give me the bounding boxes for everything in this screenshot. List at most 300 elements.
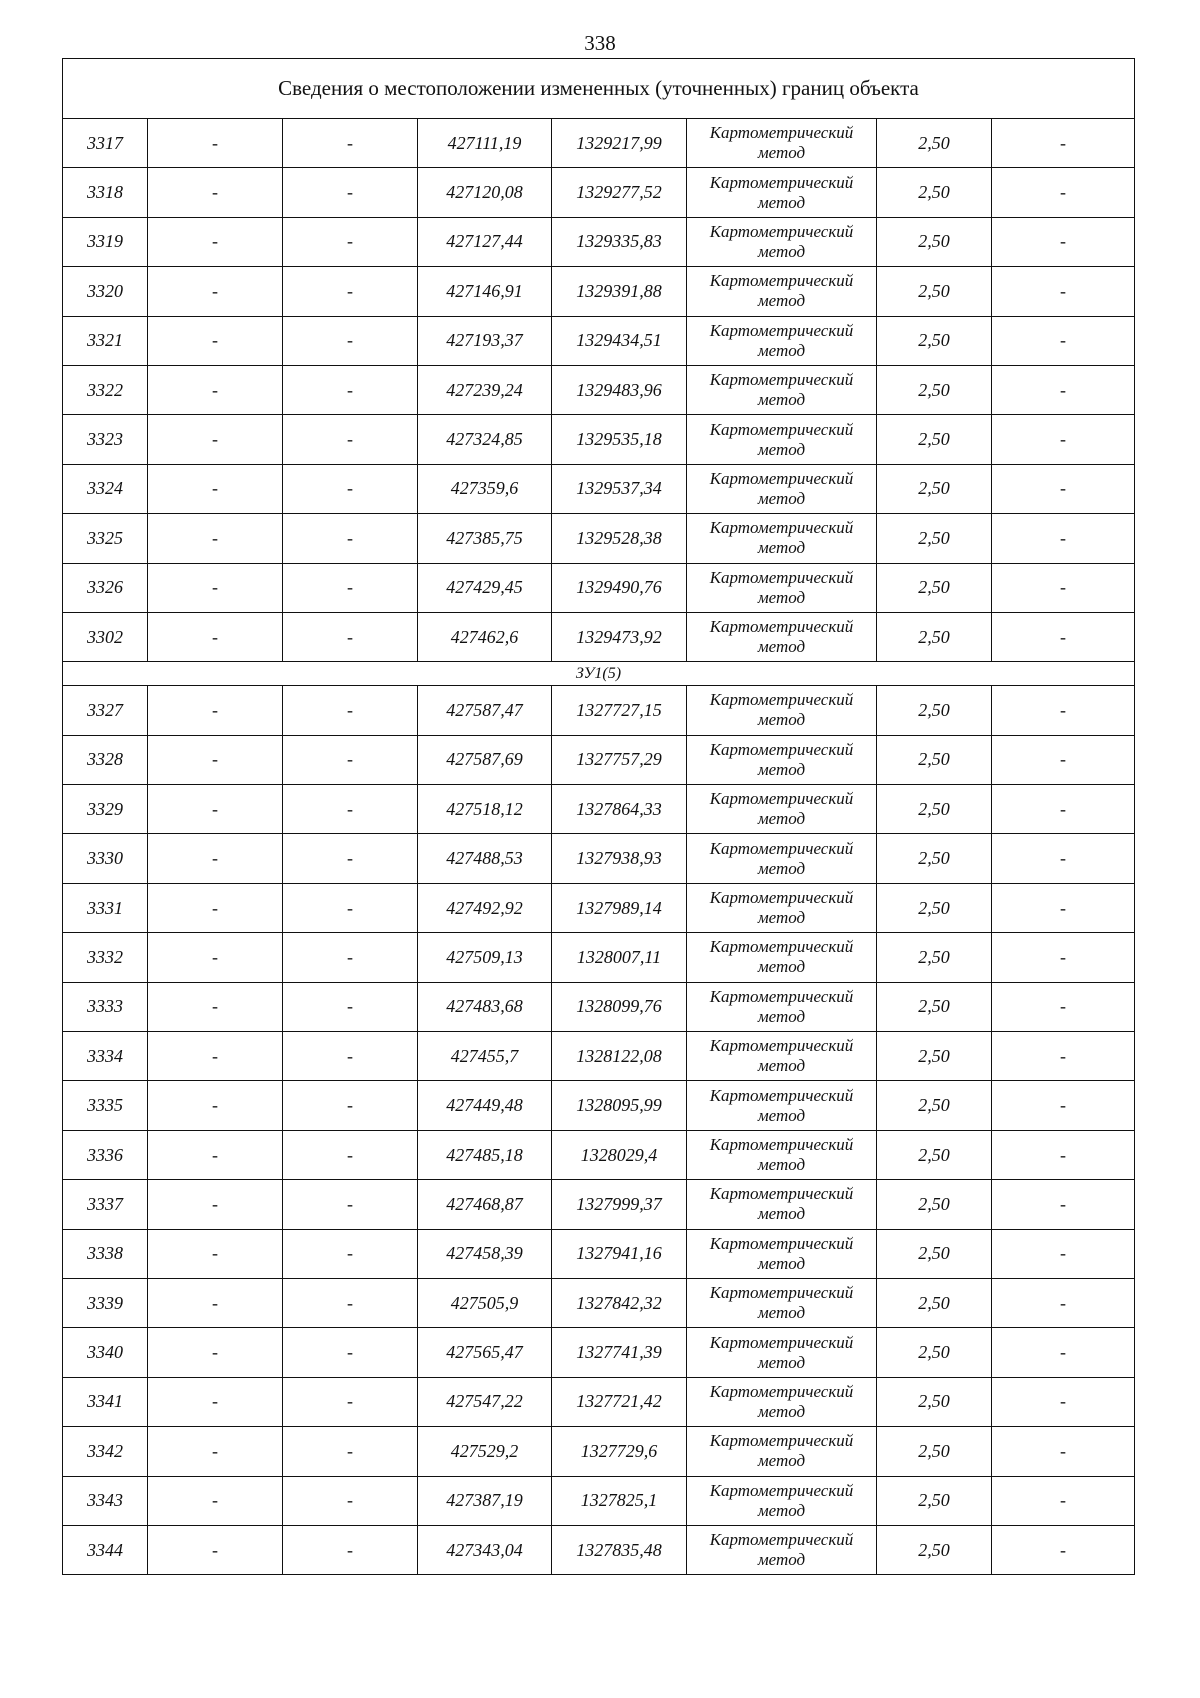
old-y-cell: - xyxy=(283,168,418,217)
old-x-cell: - xyxy=(148,1229,283,1278)
accuracy-cell: 2,50 xyxy=(877,982,992,1031)
accuracy-cell: 2,50 xyxy=(877,1525,992,1574)
table-row xyxy=(63,1081,1135,1130)
method-cell xyxy=(687,1278,877,1327)
method-cell xyxy=(687,267,877,316)
old-y-cell: - xyxy=(283,119,418,168)
table-row xyxy=(63,686,1135,735)
point-number-cell: 3319 xyxy=(63,217,148,266)
x-coordinate-cell: 427468,87 xyxy=(418,1180,552,1229)
x-coordinate-cell: 427488,53 xyxy=(418,834,552,883)
method-line-1: Картометрический xyxy=(709,1135,854,1154)
old-x-cell: - xyxy=(148,168,283,217)
old-x-cell: - xyxy=(148,735,283,784)
x-coordinate-cell: 427146,91 xyxy=(418,267,552,316)
old-x-cell: - xyxy=(148,514,283,563)
method-cell xyxy=(687,1525,877,1574)
accuracy-cell: 2,50 xyxy=(877,1130,992,1179)
point-number-cell: 3341 xyxy=(63,1377,148,1426)
description-cell: - xyxy=(992,1081,1135,1130)
method-line-2: метод xyxy=(757,1155,806,1174)
page-number: 338 xyxy=(584,31,616,55)
old-y-cell: - xyxy=(283,735,418,784)
old-x-cell: - xyxy=(148,686,283,735)
old-x-cell: - xyxy=(148,883,283,932)
old-y-cell: - xyxy=(283,785,418,834)
point-number-cell: 3342 xyxy=(63,1427,148,1476)
old-x-cell: - xyxy=(148,1377,283,1426)
old-y-cell: - xyxy=(283,612,418,661)
section-row xyxy=(63,662,1135,686)
method-line-1: Картометрический xyxy=(709,690,854,710)
old-x-cell: - xyxy=(148,1180,283,1229)
method-cell xyxy=(687,1328,877,1377)
point-number-cell: 3321 xyxy=(63,316,148,365)
description-cell: - xyxy=(992,1427,1135,1476)
y-coordinate-cell: 1329335,83 xyxy=(552,217,687,266)
method-line-2: метод xyxy=(757,1105,806,1125)
old-y-cell: - xyxy=(283,1328,418,1377)
accuracy-cell: 2,50 xyxy=(877,735,992,784)
method-line-2: метод xyxy=(757,1204,806,1224)
table-row xyxy=(63,1377,1135,1426)
method-line-2: метод xyxy=(757,192,806,212)
table-title-row xyxy=(63,59,1135,119)
x-coordinate-cell: 427565,47 xyxy=(418,1328,552,1377)
table-row xyxy=(63,982,1135,1031)
old-y-cell: - xyxy=(283,464,418,513)
method-line-1: Картометрический xyxy=(709,1036,854,1056)
description-cell: - xyxy=(992,612,1135,661)
point-number-cell: 3320 xyxy=(63,267,148,316)
method-line-2: метод xyxy=(757,1056,806,1076)
x-coordinate-cell: 427455,7 xyxy=(418,1032,552,1081)
table-row xyxy=(63,1525,1135,1574)
method-line-1: Картометрический xyxy=(709,221,854,241)
method-line-2: метод xyxy=(757,1352,806,1372)
accuracy-cell: 2,50 xyxy=(877,686,992,735)
point-number-cell: 3329 xyxy=(63,785,148,834)
table-row xyxy=(63,1328,1135,1377)
description-cell: - xyxy=(992,1377,1135,1426)
y-coordinate-cell: 1329473,92 xyxy=(552,612,687,661)
x-coordinate-cell: 427449,48 xyxy=(418,1081,552,1130)
method-cell xyxy=(687,1229,877,1278)
y-coordinate-cell: 1327941,16 xyxy=(552,1229,687,1278)
y-coordinate-cell: 1329391,88 xyxy=(552,267,687,316)
y-coordinate-cell: 1327864,33 xyxy=(552,785,687,834)
accuracy-cell: 2,50 xyxy=(877,1180,992,1229)
method-cell xyxy=(687,982,877,1031)
point-number-cell: 3332 xyxy=(63,933,148,982)
description-cell: - xyxy=(992,1278,1135,1327)
old-y-cell: - xyxy=(283,1476,418,1525)
old-x-cell: - xyxy=(148,612,283,661)
method-cell xyxy=(687,686,877,735)
accuracy-cell: 2,50 xyxy=(877,563,992,612)
method-cell xyxy=(687,612,877,661)
accuracy-cell: 2,50 xyxy=(877,168,992,217)
table-row xyxy=(63,1278,1135,1327)
x-coordinate-cell: 427462,6 xyxy=(418,612,552,661)
accuracy-cell: 2,50 xyxy=(877,1377,992,1426)
method-line-1: Картометрический xyxy=(709,1480,854,1500)
description-cell: - xyxy=(992,464,1135,513)
method-line-1: Картометрический xyxy=(709,789,854,809)
point-number-cell: 3327 xyxy=(63,686,148,735)
method-cell xyxy=(687,883,877,932)
description-cell: - xyxy=(992,1525,1135,1574)
old-y-cell: - xyxy=(283,834,418,883)
method-cell xyxy=(687,1081,877,1130)
description-cell: - xyxy=(992,933,1135,982)
y-coordinate-cell: 1327729,6 xyxy=(552,1427,687,1476)
y-coordinate-cell: 1329277,52 xyxy=(552,168,687,217)
old-y-cell: - xyxy=(283,1180,418,1229)
old-y-cell: - xyxy=(283,514,418,563)
description-cell: - xyxy=(992,982,1135,1031)
old-y-cell: - xyxy=(283,1377,418,1426)
accuracy-cell: 2,50 xyxy=(877,1229,992,1278)
old-y-cell: - xyxy=(283,267,418,316)
point-number-cell: 3326 xyxy=(63,563,148,612)
description-cell: - xyxy=(992,316,1135,365)
method-cell xyxy=(687,1130,877,1179)
table-row xyxy=(63,119,1135,168)
method-line-1: Картометрический xyxy=(709,123,854,143)
old-y-cell: - xyxy=(283,1081,418,1130)
method-line-2: метод xyxy=(757,957,806,977)
method-cell xyxy=(687,1476,877,1525)
x-coordinate-cell: 427509,13 xyxy=(418,933,552,982)
x-coordinate-cell: 427193,37 xyxy=(418,316,552,365)
old-x-cell: - xyxy=(148,834,283,883)
old-x-cell: - xyxy=(148,316,283,365)
description-cell: - xyxy=(992,883,1135,932)
old-y-cell: - xyxy=(283,933,418,982)
old-x-cell: - xyxy=(148,1427,283,1476)
point-number-cell: 3335 xyxy=(63,1081,148,1130)
method-line-2: метод xyxy=(757,587,806,607)
method-line-2: метод xyxy=(757,858,806,878)
point-number-cell: 3317 xyxy=(63,119,148,168)
method-cell xyxy=(687,119,877,168)
y-coordinate-cell: 1329434,51 xyxy=(552,316,687,365)
method-line-1: Картометрический xyxy=(709,370,854,390)
accuracy-cell: 2,50 xyxy=(877,933,992,982)
method-line-1: Картометрический xyxy=(709,271,854,291)
method-line-1: Картометрический xyxy=(709,172,854,192)
method-cell xyxy=(687,834,877,883)
point-number-cell: 3318 xyxy=(63,168,148,217)
accuracy-cell: 2,50 xyxy=(877,316,992,365)
y-coordinate-cell: 1327835,48 xyxy=(552,1525,687,1574)
method-line-1: Картометрический xyxy=(709,1233,854,1253)
y-coordinate-cell: 1327999,37 xyxy=(552,1180,687,1229)
method-line-1: Картометрический xyxy=(709,419,854,439)
description-cell: - xyxy=(992,1130,1135,1179)
table-row xyxy=(63,1032,1135,1081)
old-y-cell: - xyxy=(283,1032,418,1081)
x-coordinate-cell: 427343,04 xyxy=(418,1525,552,1574)
method-line-2: метод xyxy=(757,908,806,928)
method-line-2: метод xyxy=(757,1303,806,1323)
table-row xyxy=(63,1130,1135,1179)
method-line-2: метод xyxy=(757,637,806,657)
table-row xyxy=(63,1476,1135,1525)
x-coordinate-cell: 427111,19 xyxy=(418,119,552,168)
old-x-cell: - xyxy=(148,933,283,982)
x-coordinate-cell: 427587,47 xyxy=(418,686,552,735)
description-cell: - xyxy=(992,217,1135,266)
x-coordinate-cell: 427127,44 xyxy=(418,217,552,266)
method-line-2: метод xyxy=(757,241,806,261)
old-x-cell: - xyxy=(148,1476,283,1525)
point-number-cell: 3337 xyxy=(63,1180,148,1229)
x-coordinate-cell: 427429,45 xyxy=(418,563,552,612)
description-cell: - xyxy=(992,415,1135,464)
table-row xyxy=(63,834,1135,883)
old-y-cell: - xyxy=(283,686,418,735)
method-line-2: метод xyxy=(757,488,806,508)
method-cell xyxy=(687,316,877,365)
x-coordinate-cell: 427529,2 xyxy=(418,1427,552,1476)
x-coordinate-cell: 427359,6 xyxy=(418,464,552,513)
method-line-2: метод xyxy=(757,143,806,163)
old-x-cell: - xyxy=(148,1328,283,1377)
method-line-2: метод xyxy=(757,809,806,829)
old-y-cell: - xyxy=(283,217,418,266)
method-cell xyxy=(687,563,877,612)
old-y-cell: - xyxy=(283,883,418,932)
description-cell: - xyxy=(992,563,1135,612)
accuracy-cell: 2,50 xyxy=(877,1476,992,1525)
point-number-cell: 3333 xyxy=(63,982,148,1031)
method-line-1: Картометрический xyxy=(709,468,854,488)
old-y-cell: - xyxy=(283,982,418,1031)
old-x-cell: - xyxy=(148,119,283,168)
old-x-cell: - xyxy=(148,1032,283,1081)
table-row xyxy=(63,883,1135,932)
x-coordinate-cell: 427239,24 xyxy=(418,365,552,414)
accuracy-cell: 2,50 xyxy=(877,217,992,266)
method-cell xyxy=(687,735,877,784)
point-number-cell: 3324 xyxy=(63,464,148,513)
x-coordinate-cell: 427547,22 xyxy=(418,1377,552,1426)
x-coordinate-cell: 427385,75 xyxy=(418,514,552,563)
x-coordinate-cell: 427483,68 xyxy=(418,982,552,1031)
x-coordinate-cell: 427492,92 xyxy=(418,883,552,932)
method-line-1: Картометрический xyxy=(709,518,854,538)
method-line-1: Картометрический xyxy=(709,1530,854,1550)
old-y-cell: - xyxy=(283,415,418,464)
old-x-cell: - xyxy=(148,415,283,464)
point-number-cell: 3331 xyxy=(63,883,148,932)
y-coordinate-cell: 1328007,11 xyxy=(552,933,687,982)
table-row xyxy=(63,168,1135,217)
method-cell xyxy=(687,785,877,834)
method-line-1: Картометрический xyxy=(709,1332,854,1352)
method-line-2: метод xyxy=(757,759,806,779)
accuracy-cell: 2,50 xyxy=(877,1328,992,1377)
method-cell xyxy=(687,415,877,464)
y-coordinate-cell: 1329528,38 xyxy=(552,514,687,563)
y-coordinate-cell: 1329490,76 xyxy=(552,563,687,612)
method-line-1: Картометрический xyxy=(709,1431,854,1451)
description-cell: - xyxy=(992,1229,1135,1278)
table-row xyxy=(63,464,1135,513)
method-line-2: метод xyxy=(757,538,806,558)
y-coordinate-cell: 1329217,99 xyxy=(552,119,687,168)
method-line-1: Картометрический xyxy=(709,617,854,637)
point-number-cell: 3325 xyxy=(63,514,148,563)
description-cell: - xyxy=(992,1328,1135,1377)
old-x-cell: - xyxy=(148,1278,283,1327)
old-x-cell: - xyxy=(148,464,283,513)
description-cell: - xyxy=(992,1032,1135,1081)
description-cell: - xyxy=(992,365,1135,414)
section-label: ЗУ1(5) xyxy=(63,662,1135,686)
table-row xyxy=(63,563,1135,612)
y-coordinate-cell: 1327825,1 xyxy=(552,1476,687,1525)
table-row xyxy=(63,735,1135,784)
point-number-cell: 3322 xyxy=(63,365,148,414)
method-cell xyxy=(687,168,877,217)
old-y-cell: - xyxy=(283,563,418,612)
x-coordinate-cell: 427458,39 xyxy=(418,1229,552,1278)
method-line-1: Картометрический xyxy=(709,567,854,587)
accuracy-cell: 2,50 xyxy=(877,1427,992,1476)
method-line-1: Картометрический xyxy=(709,1283,854,1303)
old-x-cell: - xyxy=(148,1081,283,1130)
point-number-cell: 3302 xyxy=(63,612,148,661)
table-title: Сведения о местоположении измененных (уточненных) границ объекта xyxy=(63,59,1135,119)
method-cell xyxy=(687,933,877,982)
method-cell xyxy=(687,217,877,266)
old-x-cell: - xyxy=(148,982,283,1031)
x-coordinate-cell: 427587,69 xyxy=(418,735,552,784)
method-cell xyxy=(687,365,877,414)
old-x-cell: - xyxy=(148,365,283,414)
point-number-cell: 3343 xyxy=(63,1476,148,1525)
old-x-cell: - xyxy=(148,217,283,266)
accuracy-cell: 2,50 xyxy=(877,267,992,316)
old-y-cell: - xyxy=(283,365,418,414)
table-row xyxy=(63,1180,1135,1229)
accuracy-cell: 2,50 xyxy=(877,365,992,414)
method-line-1: Картометрический xyxy=(709,1381,854,1401)
point-number-cell: 3336 xyxy=(63,1130,148,1179)
old-y-cell: - xyxy=(283,1130,418,1179)
accuracy-cell: 2,50 xyxy=(877,834,992,883)
point-number-cell: 3328 xyxy=(63,735,148,784)
method-cell xyxy=(687,1427,877,1476)
point-number-cell: 3338 xyxy=(63,1229,148,1278)
accuracy-cell: 2,50 xyxy=(877,785,992,834)
x-coordinate-cell: 427324,85 xyxy=(418,415,552,464)
table-row xyxy=(63,316,1135,365)
old-x-cell: - xyxy=(148,563,283,612)
method-line-1: Картометрический xyxy=(709,320,854,340)
old-x-cell: - xyxy=(148,1525,283,1574)
method-line-2: метод xyxy=(757,439,806,459)
description-cell: - xyxy=(992,267,1135,316)
method-cell xyxy=(687,514,877,563)
method-line-1: Картометрический xyxy=(709,739,854,759)
y-coordinate-cell: 1327741,39 xyxy=(552,1328,687,1377)
method-line-2: метод xyxy=(757,1550,806,1570)
accuracy-cell: 2,50 xyxy=(877,514,992,563)
method-line-2: метод xyxy=(757,1451,806,1471)
method-line-2: метод xyxy=(757,390,806,410)
point-number-cell: 3340 xyxy=(63,1328,148,1377)
table-row xyxy=(63,415,1135,464)
y-coordinate-cell: 1327721,42 xyxy=(552,1377,687,1426)
table-row xyxy=(63,514,1135,563)
y-coordinate-cell: 1327757,29 xyxy=(552,735,687,784)
description-cell: - xyxy=(992,119,1135,168)
table-row xyxy=(63,933,1135,982)
description-cell: - xyxy=(992,785,1135,834)
y-coordinate-cell: 1329535,18 xyxy=(552,415,687,464)
y-coordinate-cell: 1327727,15 xyxy=(552,686,687,735)
y-coordinate-cell: 1328029,4 xyxy=(552,1130,687,1179)
x-coordinate-cell: 427120,08 xyxy=(418,168,552,217)
old-y-cell: - xyxy=(283,1427,418,1476)
point-number-cell: 3344 xyxy=(63,1525,148,1574)
method-line-2: метод xyxy=(757,1006,806,1026)
accuracy-cell: 2,50 xyxy=(877,883,992,932)
x-coordinate-cell: 427505,9 xyxy=(418,1278,552,1327)
table-row xyxy=(63,217,1135,266)
boundary-coordinates-table xyxy=(62,58,1135,1575)
method-line-1: Картометрический xyxy=(709,937,854,957)
method-cell xyxy=(687,1032,877,1081)
method-cell xyxy=(687,1180,877,1229)
method-line-2: метод xyxy=(757,1253,806,1273)
old-y-cell: - xyxy=(283,316,418,365)
method-line-2: метод xyxy=(757,710,806,730)
accuracy-cell: 2,50 xyxy=(877,415,992,464)
old-x-cell: - xyxy=(148,267,283,316)
method-cell xyxy=(687,464,877,513)
method-cell xyxy=(687,1377,877,1426)
table-row xyxy=(63,365,1135,414)
accuracy-cell: 2,50 xyxy=(877,612,992,661)
method-line-1: Картометрический xyxy=(709,1184,854,1204)
description-cell: - xyxy=(992,514,1135,563)
description-cell: - xyxy=(992,735,1135,784)
description-cell: - xyxy=(992,834,1135,883)
description-cell: - xyxy=(992,1476,1135,1525)
y-coordinate-cell: 1327989,14 xyxy=(552,883,687,932)
y-coordinate-cell: 1329483,96 xyxy=(552,365,687,414)
x-coordinate-cell: 427387,19 xyxy=(418,1476,552,1525)
y-coordinate-cell: 1327842,32 xyxy=(552,1278,687,1327)
y-coordinate-cell: 1327938,93 xyxy=(552,834,687,883)
method-line-2: метод xyxy=(757,1401,806,1421)
table-row xyxy=(63,1229,1135,1278)
table-row xyxy=(63,267,1135,316)
point-number-cell: 3334 xyxy=(63,1032,148,1081)
accuracy-cell: 2,50 xyxy=(877,464,992,513)
point-number-cell: 3330 xyxy=(63,834,148,883)
method-line-2: метод xyxy=(757,1500,806,1520)
method-line-1: Картометрический xyxy=(709,838,854,858)
table-row xyxy=(63,612,1135,661)
description-cell: - xyxy=(992,686,1135,735)
y-coordinate-cell: 1328122,08 xyxy=(552,1032,687,1081)
